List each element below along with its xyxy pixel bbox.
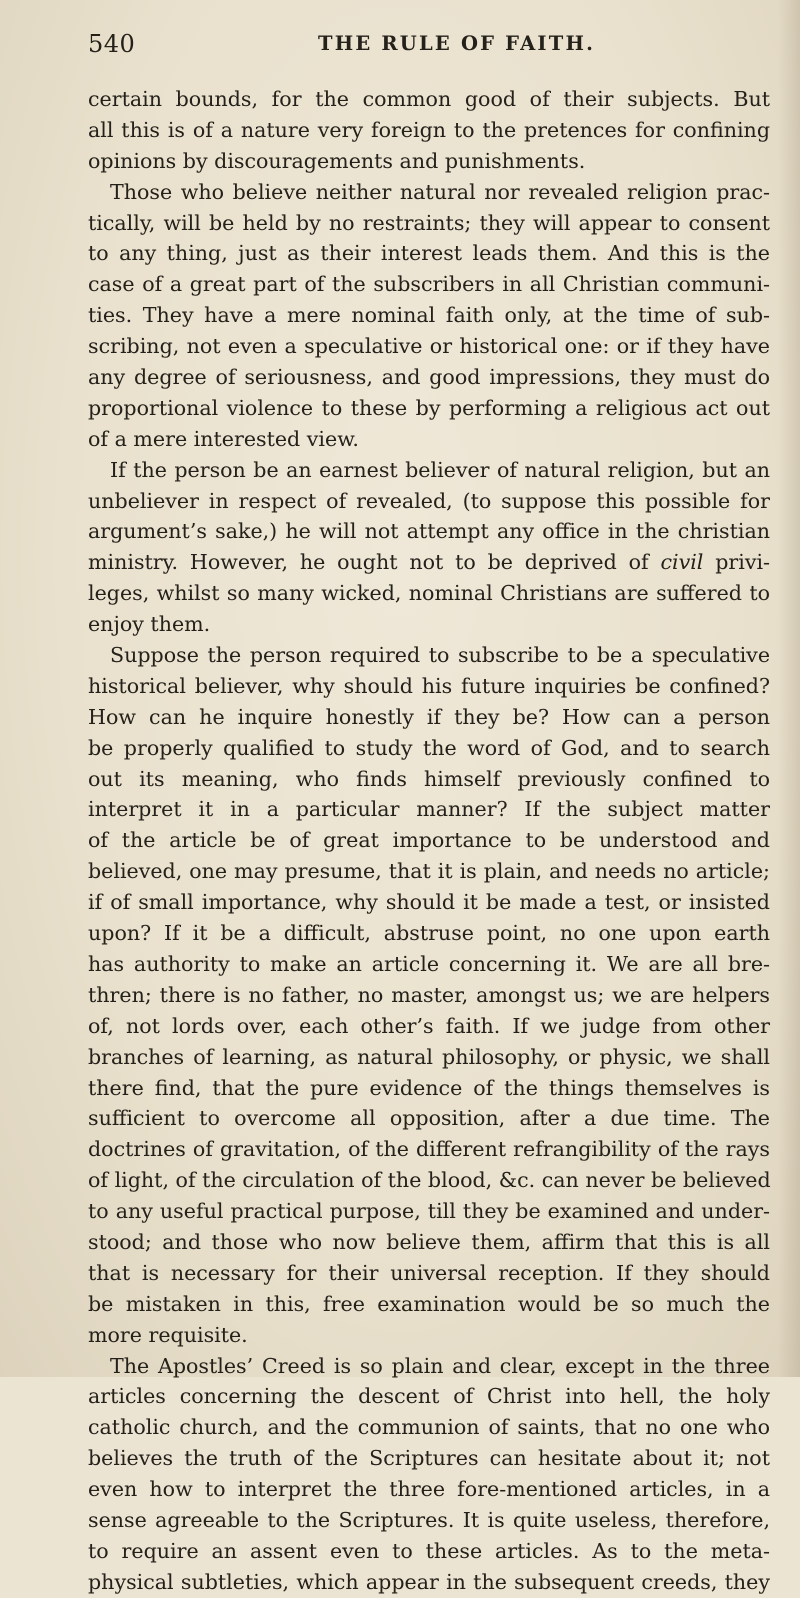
text-line: The Apostles’ Creed is so plain and clear, except in the three (110, 1353, 770, 1378)
text-line: leges, whilst so many wicked, nominal Christians are suffered to (88, 581, 770, 606)
text-line-tail: privi- (715, 550, 771, 575)
text-line: opinions by discouragements and punishments. (88, 148, 586, 173)
text-line: that is necessary for their universal reception. If they should (88, 1260, 770, 1285)
text-line: any degree of seriousness, and good impressions, they must do (88, 365, 770, 390)
text-line: all this is of a nature very foreign to the pretences for confining (88, 117, 770, 142)
page-number: 540 (88, 30, 136, 58)
text-line: tically, will be held by no restraints; they will appear to consent (88, 210, 770, 235)
text-line: upon? If it be a difficult, abstruse point, no one upon earth (88, 921, 770, 946)
text-line: even how to interpret the three fore-mentioned articles, in a (88, 1477, 770, 1502)
italic-word: civil (660, 550, 704, 575)
text-line: branches of learning, as natural philosophy, or physic, we shall (88, 1044, 770, 1069)
text-line-with-italic (88, 547, 770, 578)
text-line: thren; there is no father, no master, amongst us; we are helpers (88, 982, 770, 1007)
text-line: of a mere interested view. (88, 426, 359, 451)
text-line: be properly qualified to study the word of God, and to search (88, 735, 770, 760)
running-head (88, 30, 778, 62)
text-line: argument’s sake,) he will not attempt any office in the christian (88, 519, 770, 544)
text-line: has authority to make an article concerning it. We are all bre- (88, 951, 770, 976)
text-line: scribing, not even a speculative or historical one: or if they have (88, 334, 770, 359)
text-line: stood; and those who now believe them, affirm that this is all (88, 1229, 770, 1254)
text-line: sense agreeable to the Scriptures. It is quite useless, therefore, (88, 1507, 770, 1532)
text-line-head: ministry. However, he ought not to be deprived of (88, 550, 649, 575)
page-edge-shadow (778, 0, 800, 1377)
text-line: if of small importance, why should it be made a test, or insisted (88, 890, 770, 915)
text-line: certain bounds, for the common good of their subjects. But (88, 87, 770, 111)
text-line: of light, of the circulation of the blood, &c. can never be believed (88, 1168, 771, 1193)
text-line: doctrines of gravitation, of the different refrangibility of the rays (88, 1137, 770, 1162)
text-line: If the person be an earnest believer of natural religion, but an (110, 457, 770, 482)
text-line: catholic church, and the communion of saints, that no one who (88, 1415, 770, 1440)
text-line: articles concerning the descent of Christ into hell, the holy (88, 1384, 770, 1409)
text-line: sufficient to overcome all opposition, after a due time. The (88, 1106, 770, 1131)
text-line: believed, one may presume, that it is plain, and needs no article; (88, 859, 770, 884)
text-line: out its meaning, who finds himself previously confined to (88, 766, 770, 791)
text-line: interpret it in a particular manner? If the subject matter (88, 797, 770, 822)
text-line: physical subtleties, which appear in the subsequent creeds, they (88, 1569, 770, 1594)
text-line: unbeliever in respect of revealed, (to suppose this possible for (88, 488, 770, 513)
text-line: case of a great part of the subscribers in all Christian communi- (88, 272, 770, 297)
text-line: enjoy them. (88, 612, 211, 637)
text-line: Those who believe neither natural nor revealed religion prac- (110, 179, 770, 204)
text-line: more requisite. (88, 1322, 248, 1347)
text-line: to any thing, just as their interest leads them. And this is the (88, 241, 770, 266)
running-title: THE RULE OF FAITH. (318, 32, 596, 55)
text-line: to any useful practical purpose, till they be examined and under- (88, 1199, 770, 1224)
text-line: of the article be of great importance to be understood and (88, 828, 770, 853)
text-line: be mistaken in this, free examination would be so much the (88, 1291, 770, 1316)
body-text (88, 84, 770, 1598)
text-line: historical believer, why should his future inquiries be confined? (88, 673, 770, 698)
text-line: How can he inquire honestly if they be? How can a person (88, 704, 770, 729)
text-line: to require an assent even to these articles. As to the meta- (88, 1538, 770, 1563)
text-line: believes the truth of the Scriptures can hesitate about it; not (88, 1446, 770, 1471)
text-line: ties. They have a mere nominal faith only, at the time of sub- (88, 303, 770, 328)
text-line: of, not lords over, each other’s faith. If we judge from other (88, 1013, 770, 1038)
text-line: Suppose the person required to subscribe to be a speculative (110, 643, 770, 668)
text-line: there find, that the pure evidence of the things themselves is (88, 1075, 770, 1100)
text-line: proportional violence to these by performing a religious act out (88, 395, 770, 420)
